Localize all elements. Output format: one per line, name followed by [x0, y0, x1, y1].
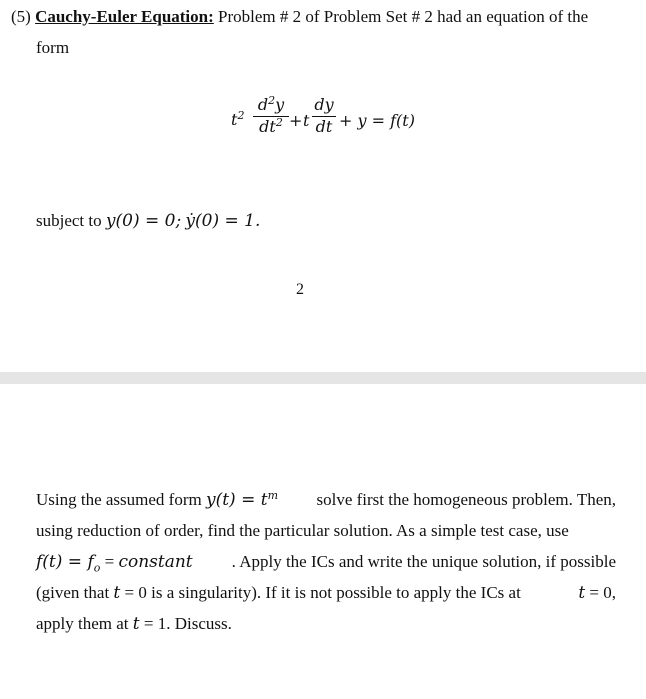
ic-ydot0: ẏ(0) = 1.: [185, 211, 261, 231]
equation-first-derivative: dy dt: [312, 96, 336, 136]
equation-t-squared: $t^2$: [231, 109, 245, 129]
ic-y0: y(0) = 0;: [105, 211, 182, 231]
problem-intro: Problem # 2 of Problem Set # 2 had an equation of the: [218, 7, 589, 26]
task-line-5: apply them at t = 1. Discuss.: [36, 614, 232, 634]
task-line-3: $f(t) = f_o$ = constant . Apply the ICs and write the unique solution, if possible: [36, 552, 616, 575]
equation-plus: +: [289, 111, 303, 130]
problem-heading: [11, 7, 588, 27]
page-bottom: [0, 384, 646, 699]
page-number: 2: [296, 281, 304, 298]
equation-rhs: + y = f(t): [339, 111, 415, 130]
equation-t: t: [303, 111, 310, 130]
page-separator: [0, 372, 646, 384]
problem-number: (5): [11, 7, 31, 26]
problem-title: Cauchy-Euler Equation:: [35, 7, 214, 26]
task-line-2: using reduction of order, find the particular solution. As a simple test case, use: [36, 521, 569, 540]
initial-conditions: subject to y(0) = 0; ẏ(0) = 1.: [36, 211, 261, 231]
task-line-1: Using the assumed form $y(t) = t^m$ solve first the homogeneous problem. Then,: [36, 489, 616, 510]
equation-second-derivative: $d^2y$ $dt^2$: [253, 96, 289, 136]
problem-intro-line2: form: [36, 38, 70, 57]
task-line-4: (given that t = 0 is a singularity). If it is not possible to apply the ICs at t = 0,: [36, 583, 616, 603]
